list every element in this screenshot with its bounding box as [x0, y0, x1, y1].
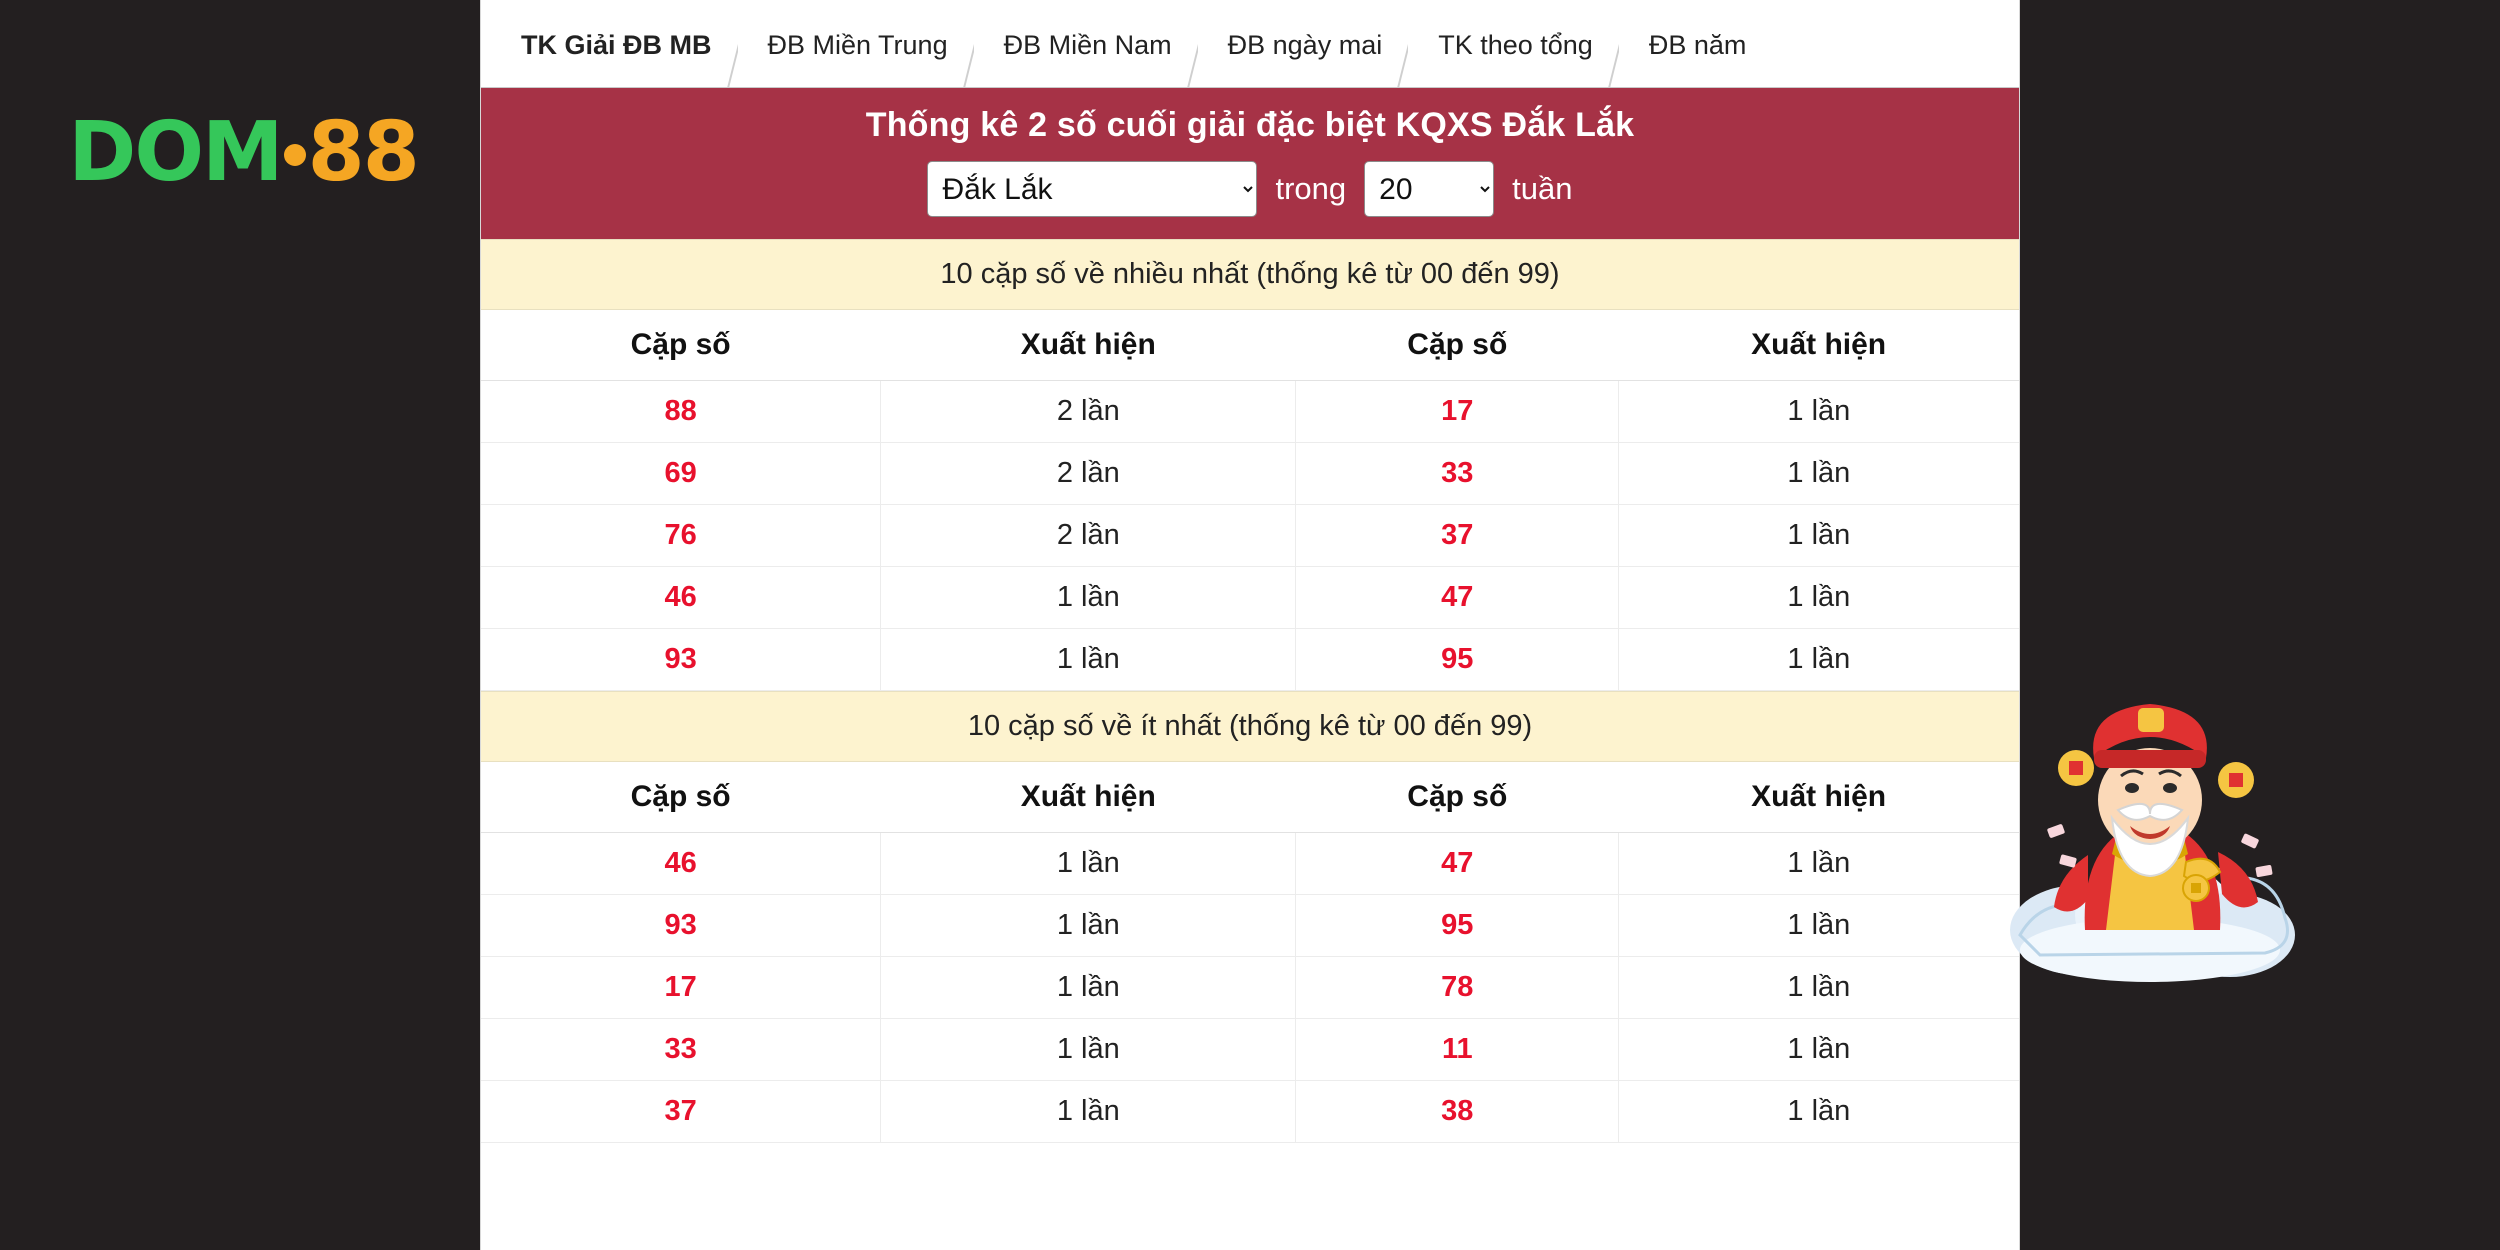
- table-header-row: [481, 310, 2019, 381]
- occurrence-count: 1 lần: [881, 1019, 1296, 1081]
- pair-number: 33: [481, 1019, 881, 1081]
- tab-tk-theo-tong[interactable]: [1408, 3, 1619, 87]
- most-frequent-table: [481, 310, 2019, 691]
- pair-number: 38: [1296, 1081, 1619, 1143]
- occurrence-count: 1 lần: [1619, 957, 2019, 1019]
- pair-number: 17: [1296, 381, 1619, 443]
- between-label: trong: [1275, 171, 1347, 206]
- content-panel: [480, 0, 2020, 1250]
- occurrence-count: 1 lần: [881, 567, 1296, 629]
- column-header-count-2: Xuất hiện: [1619, 762, 2019, 833]
- pair-number: 37: [1296, 505, 1619, 567]
- table-row: [481, 443, 2019, 505]
- tab-label: ĐB Miền Trung: [767, 29, 948, 60]
- section-heading-least-frequent: 10 cặp số về ít nhất (thống kê từ 00 đến 99): [481, 691, 2019, 762]
- pair-number: 88: [481, 381, 881, 443]
- site-logo: [8, 105, 478, 200]
- occurrence-count: 1 lần: [1619, 505, 2019, 567]
- column-header-pair-1: Cặp số: [481, 762, 881, 833]
- occurrence-count: 1 lần: [1619, 629, 2019, 691]
- section-heading-most-frequent: 10 cặp số về nhiều nhất (thống kê từ 00 đến 99): [481, 239, 2019, 310]
- pair-number: 93: [481, 629, 881, 691]
- stats-header: [481, 88, 2019, 239]
- pair-number: 47: [1296, 567, 1619, 629]
- pair-number: 47: [1296, 833, 1619, 895]
- occurrence-count: 1 lần: [881, 629, 1296, 691]
- tab-db-nam[interactable]: [1619, 3, 1773, 87]
- table-row: [481, 957, 2019, 1019]
- table-row: [481, 895, 2019, 957]
- logo-letter-o: O: [134, 105, 203, 200]
- logo-dot-icon: [284, 144, 306, 166]
- pair-number: 69: [481, 443, 881, 505]
- pair-number: 46: [481, 567, 881, 629]
- table-row: [481, 381, 2019, 443]
- logo-letter-m: M: [202, 105, 282, 200]
- occurrence-count: 1 lần: [1619, 567, 2019, 629]
- pair-number: 46: [481, 833, 881, 895]
- column-header-pair-1: Cặp số: [481, 310, 881, 381]
- table-row: [481, 505, 2019, 567]
- least-frequent-table: [481, 762, 2019, 1143]
- logo-letter-d: D: [68, 105, 135, 200]
- table-row: [481, 1019, 2019, 1081]
- tab-db-ngay-mai[interactable]: [1198, 3, 1409, 87]
- table-row: [481, 629, 2019, 691]
- tab-tk-giai-db-mb[interactable]: [491, 3, 738, 87]
- occurrence-count: 1 lần: [1619, 895, 2019, 957]
- pair-number: 17: [481, 957, 881, 1019]
- province-select[interactable]: [927, 161, 1257, 217]
- pair-number: 33: [1296, 443, 1619, 505]
- tab-label: ĐB Miền Nam: [1003, 29, 1172, 60]
- occurrence-count: 1 lần: [881, 957, 1296, 1019]
- pair-number: 95: [1296, 895, 1619, 957]
- pair-number: 76: [481, 505, 881, 567]
- tab-db-mien-trung[interactable]: [738, 3, 974, 87]
- column-header-count-2: Xuất hiện: [1619, 310, 2019, 381]
- filter-controls: [481, 161, 2019, 217]
- pair-number: 78: [1296, 957, 1619, 1019]
- page-title: Thống kê 2 số cuối giải đặc biệt KQXS Đắk Lắk: [865, 106, 1635, 144]
- tab-label: TK theo tổng: [1438, 29, 1593, 60]
- logo-number-88: 88: [307, 105, 418, 200]
- table-row: [481, 1081, 2019, 1143]
- god-of-wealth-mascot-icon: [1990, 630, 2320, 990]
- tab-bar: [481, 0, 2019, 88]
- tab-label: TK Giải ĐB MB: [521, 29, 712, 60]
- column-header-count-1: Xuất hiện: [881, 310, 1296, 381]
- unit-label: tuần: [1512, 171, 1573, 206]
- occurrence-count: 1 lần: [1619, 1019, 2019, 1081]
- occurrence-count: 1 lần: [1619, 443, 2019, 505]
- pair-number: 95: [1296, 629, 1619, 691]
- tab-label: ĐB ngày mai: [1227, 29, 1383, 60]
- occurrence-count: 2 lần: [881, 381, 1296, 443]
- tab-db-mien-nam[interactable]: [974, 3, 1198, 87]
- weeks-select[interactable]: [1364, 161, 1494, 217]
- pair-number: 11: [1296, 1019, 1619, 1081]
- table-header-row: [481, 762, 2019, 833]
- pair-number: 37: [481, 1081, 881, 1143]
- occurrence-count: 1 lần: [1619, 833, 2019, 895]
- occurrence-count: 1 lần: [881, 1081, 1296, 1143]
- tab-label: ĐB năm: [1648, 29, 1747, 60]
- occurrence-count: 1 lần: [1619, 381, 2019, 443]
- occurrence-count: 1 lần: [881, 833, 1296, 895]
- occurrence-count: 1 lần: [881, 895, 1296, 957]
- pair-number: 93: [481, 895, 881, 957]
- table-row: [481, 833, 2019, 895]
- occurrence-count: 2 lần: [881, 443, 1296, 505]
- occurrence-count: 1 lần: [1619, 1081, 2019, 1143]
- table-row: [481, 567, 2019, 629]
- column-header-count-1: Xuất hiện: [881, 762, 1296, 833]
- column-header-pair-2: Cặp số: [1296, 310, 1619, 381]
- column-header-pair-2: Cặp số: [1296, 762, 1619, 833]
- occurrence-count: 2 lần: [881, 505, 1296, 567]
